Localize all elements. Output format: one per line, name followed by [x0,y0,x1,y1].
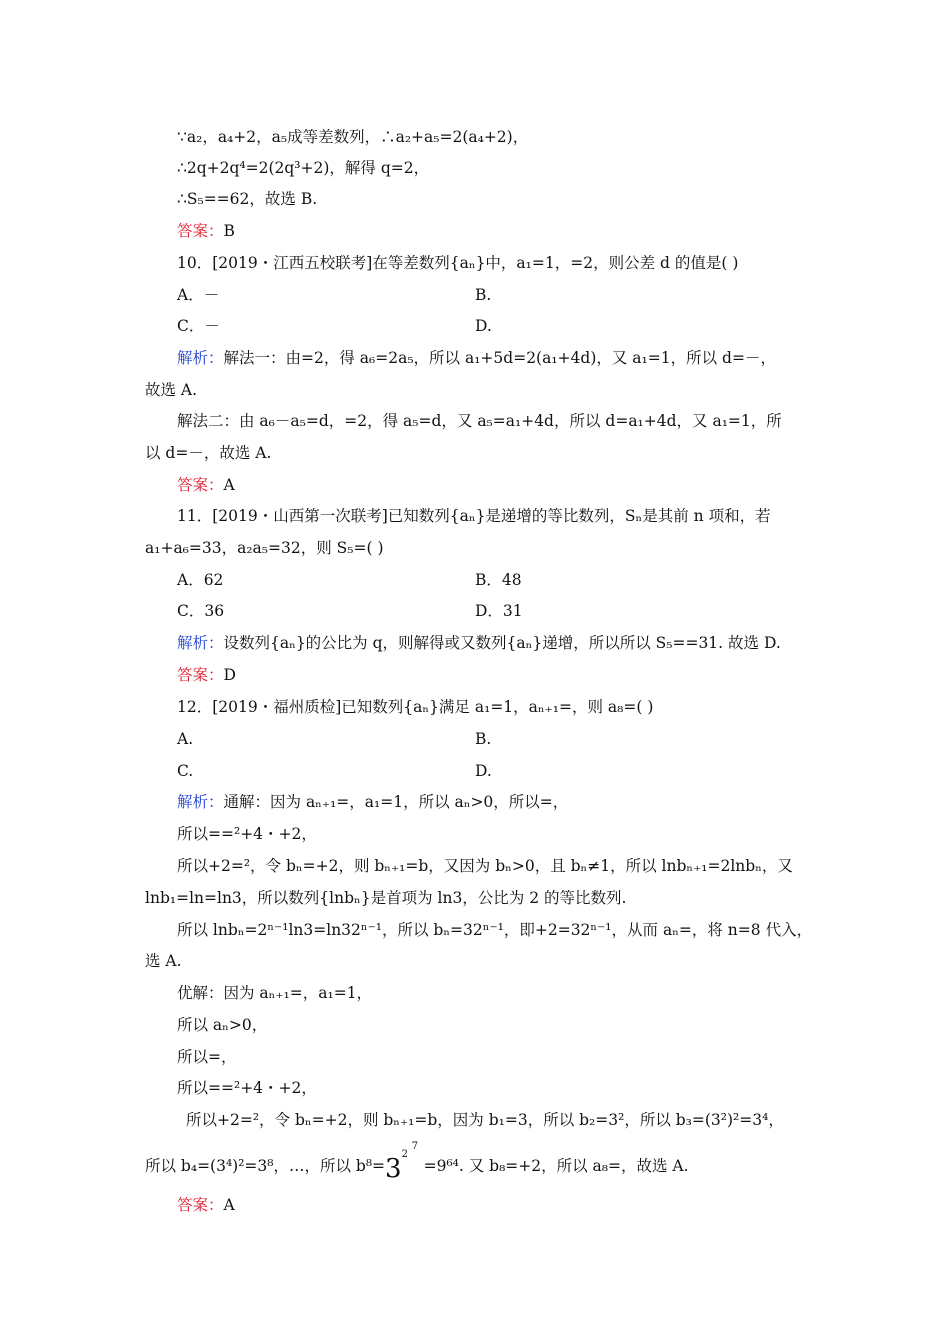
option-b: B. [475,286,492,304]
analysis-label: 解析： [177,634,224,652]
analysis-text: 通解：因为 aₙ₊₁=，a₁=1，所以 aₙ>0，所以=， [223,793,569,811]
question-11-stem: a₁+a₆=33，a₂a₅=32，则 S₅=( ) [145,539,384,557]
power-exponent: 7 [411,1141,418,1152]
option-a: A．－ [177,286,220,304]
analysis-line: 所以==²+4・+2， [177,825,317,843]
analysis-line: 优解：因为 aₙ₊₁=，a₁=1， [177,984,373,1002]
analysis-line: 选 A. [145,952,182,970]
analysis-line: 所以+2=²，令 bₙ=+2，则 bₙ₊₁=b，因为 b₁=3，所以 b₂=3²，所以 b₃=(3²)²=3⁴， [186,1111,784,1129]
analysis-line: lnb₁=ln=ln3，所以数列{lnbₙ}是首项为 ln3，公比为 2 的等比数列. [145,889,627,907]
answer-label: 答案： [177,222,224,240]
answer-line [177,665,236,685]
analysis-text: =9⁶⁴. 又 b₈=+2，所以 a₈=，故选 A. [423,1157,689,1175]
analysis-text: 设数列{aₙ}的公比为 q，则解得或又数列{aₙ}递增，所以所以 S₅==31. 故选 D. [223,634,781,652]
answer-label: 答案： [177,666,224,684]
analysis-line [177,792,568,812]
power-exponent: 2 [401,1149,408,1160]
answer-value: B [223,222,235,240]
question-10-stem: 10．[2019・江西五校联考]在等差数列{aₙ}中，a₁=1，=2，则公差 d 的值是( ) [177,254,739,272]
option-c: C．36 [177,602,225,620]
solution-line: ∵a₂，a₄+2，a₅成等差数列，∴a₂+a₅=2(a₄+2)， [177,128,529,146]
option-d: D. [475,762,492,780]
power-base: 3 [385,1154,402,1184]
option-d: D. [475,317,492,335]
analysis-line: 以 d=－，故选 A. [145,444,272,462]
analysis-line: 所以+2=²，令 bₙ=+2，则 bₙ₊₁=b，又因为 bₙ>0，且 bₙ≠1，所以 lnbₙ₊₁=2lnbₙ，又 [177,857,793,875]
analysis-line: 所以==²+4・+2， [177,1079,317,1097]
analysis-line: 故选 A. [145,381,198,399]
answer-value: A [223,476,235,494]
answer-value: A [223,1196,235,1214]
answer-line [177,1195,235,1215]
analysis-line: 所以 lnbₙ=2ⁿ⁻¹ln3=ln32ⁿ⁻¹，所以 bₙ=32ⁿ⁻¹，即+2=32ⁿ⁻¹，从而 aₙ=，将 n=8 代入， [177,921,813,939]
option-c: C．－ [177,317,220,335]
analysis-label: 解析： [177,793,224,811]
answer-value: D [223,666,236,684]
answer-label: 答案： [177,1196,224,1214]
solution-line: ∴2q+2q⁴=2(2q³+2)，解得 q=2， [177,159,430,177]
analysis-label: 解析： [177,349,224,367]
option-b: B．48 [475,571,522,589]
option-b: B. [475,730,492,748]
analysis-line: 所以 aₙ>0， [177,1016,268,1034]
option-d: D．31 [475,602,523,620]
analysis-line [145,1141,689,1184]
analysis-line: 所以=， [177,1048,237,1066]
analysis-text: 解法一：由=2，得 a₆=2a₅，所以 a₁+5d=2(a₁+4d)，又 a₁=1，所以 d=－， [223,349,776,367]
option-c: C. [177,762,194,780]
answer-line [177,221,235,241]
analysis-text: 所以 b₄=(3⁴)²=3⁸，…，所以 b⁸= [145,1157,386,1175]
option-a: A．62 [177,571,224,589]
power-tower [401,1141,424,1171]
analysis-line: 解法二：由 a₆－a₅=d，=2，得 a₅=d，又 a₅=a₁+4d，所以 d=a₁+4d，又 a₁=1，所 [177,412,782,430]
analysis-line [177,348,776,368]
option-a: A. [177,730,194,748]
question-12-stem: 12．[2019・福州质检]已知数列{aₙ}满足 a₁=1，aₙ₊₁=，则 a₈=( ) [177,698,654,716]
analysis-line [177,633,781,653]
question-11-stem: 11．[2019・山西第一次联考]已知数列{aₙ}是递增的等比数列，Sₙ是其前 n 项和，若 [177,507,771,525]
solution-line: ∴S₅==62，故选 B. [177,190,318,208]
answer-label: 答案： [177,476,224,494]
answer-line [177,475,235,495]
